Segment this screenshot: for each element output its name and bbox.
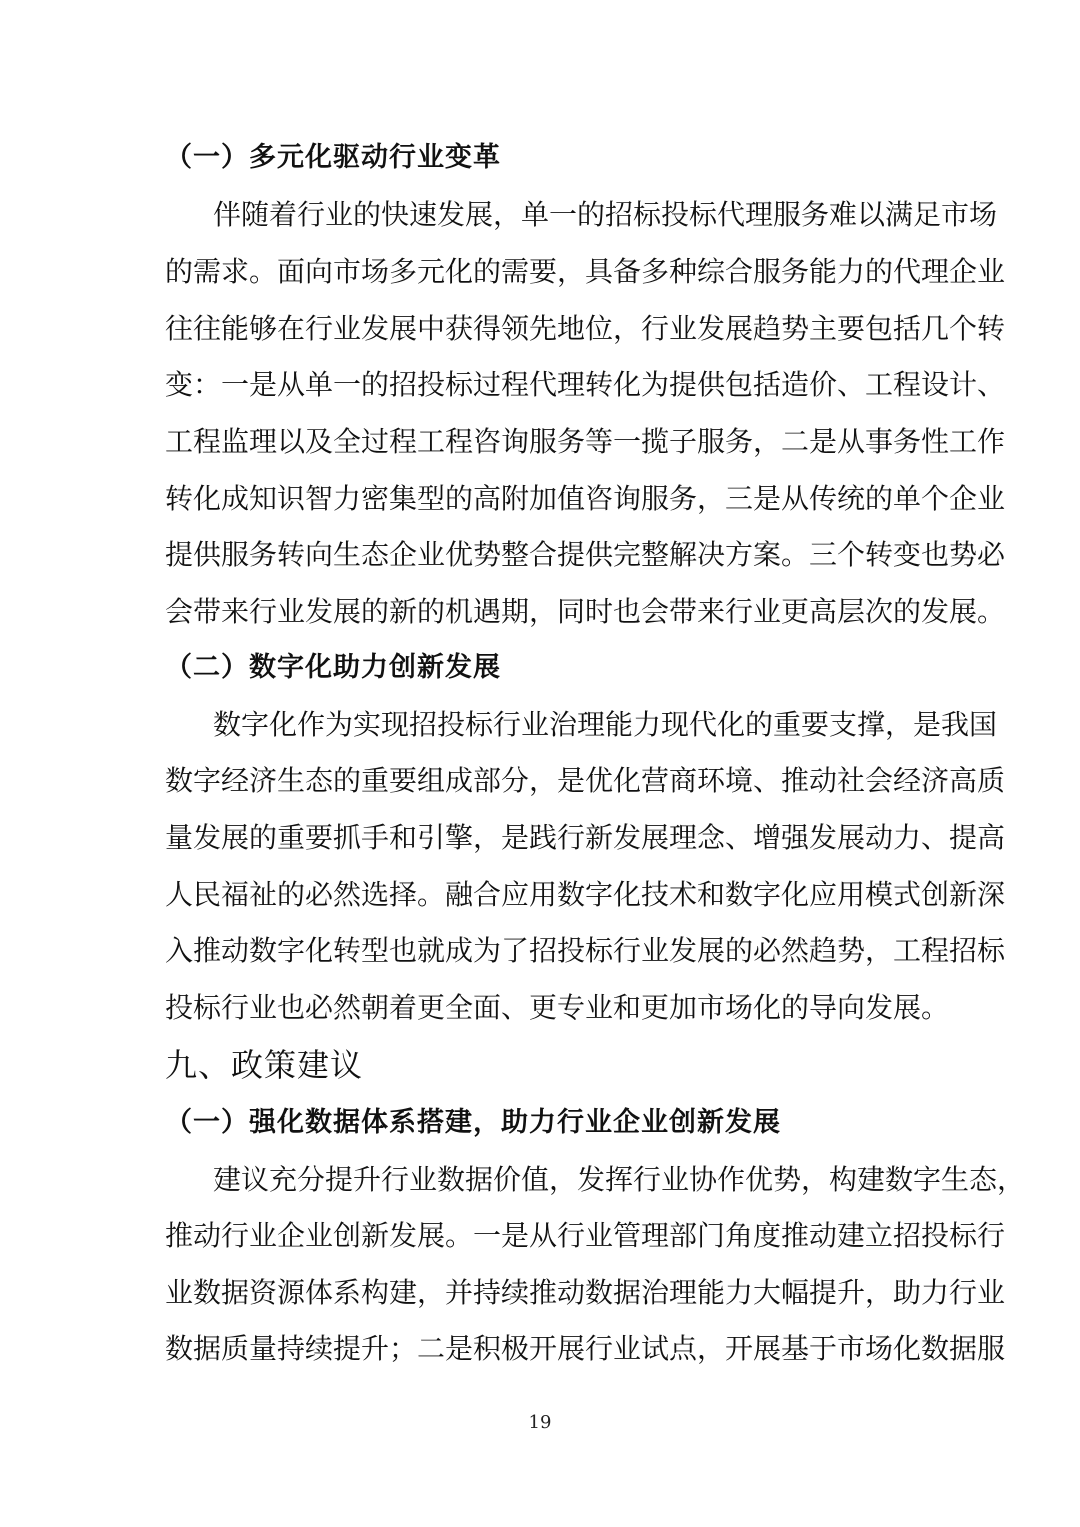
section-heading-policy-suggestions: 九、政策建议 [165,1046,364,1084]
paragraph-line: 工程监理以及全过程工程咨询服务等一揽子服务，二是从事务性工作 [165,425,1006,458]
paragraph-line: 业数据资源体系构建，并持续推动数据治理能力大幅提升，助力行业 [165,1276,1006,1309]
paragraph-line: 变：一是从单一的招投标过程代理转化为提供包括造价、工程设计、 [165,368,1006,401]
paragraph-line: 建议充分提升行业数据价值，发挥行业协作优势，构建数字生态， [213,1163,1026,1196]
paragraph-line: 往往能够在行业发展中获得领先地位，行业发展趋势主要包括几个转 [165,312,1006,345]
paragraph-line: 投标行业也必然朝着更全面、更专业和更加市场化的导向发展。 [165,991,950,1024]
paragraph-line: 的需求。面向市场多元化的需要，具备多种综合服务能力的代理企业 [165,255,1006,288]
paragraph-line: 量发展的重要抓手和引擎，是践行新发展理念、增强发展动力、提高 [165,821,1006,854]
paragraph-line: 人民福祉的必然选择。融合应用数字化技术和数字化应用模式创新深 [165,878,1006,911]
paragraph-line: 数字经济生态的重要组成部分，是优化营商环境、推动社会经济高质 [165,764,1006,797]
paragraph-line: 数据质量持续提升；二是积极开展行业试点，开展基于市场化数据服 [165,1332,1006,1365]
paragraph-line: 会带来行业发展的新的机遇期，同时也会带来行业更高层次的发展。 [165,595,1006,628]
paragraph-line: 伴随着行业的快速发展，单一的招标投标代理服务难以满足市场 [213,198,998,231]
paragraph-line: 转化成知识智力密集型的高附加值咨询服务，三是从传统的单个企业 [165,482,1006,515]
paragraph-line: 数字化作为实现招投标行业治理能力现代化的重要支撑，是我国 [213,708,998,741]
subsection-heading-digitalization: （二）数字化助力创新发展 [165,652,501,683]
page-number: 19 [528,1412,552,1433]
subsection-heading-diversification: （一）多元化驱动行业变革 [165,142,501,173]
subsection-heading-data-system: （一）强化数据体系搭建，助力行业企业创新发展 [165,1107,781,1138]
paragraph-line: 提供服务转向生态企业优势整合提供完整解决方案。三个转变也势必 [165,538,1006,571]
paragraph-line: 入推动数字化转型也就成为了招投标行业发展的必然趋势，工程招标 [165,934,1006,967]
paragraph-line: 推动行业企业创新发展。一是从行业管理部门角度推动建立招投标行 [165,1219,1006,1252]
